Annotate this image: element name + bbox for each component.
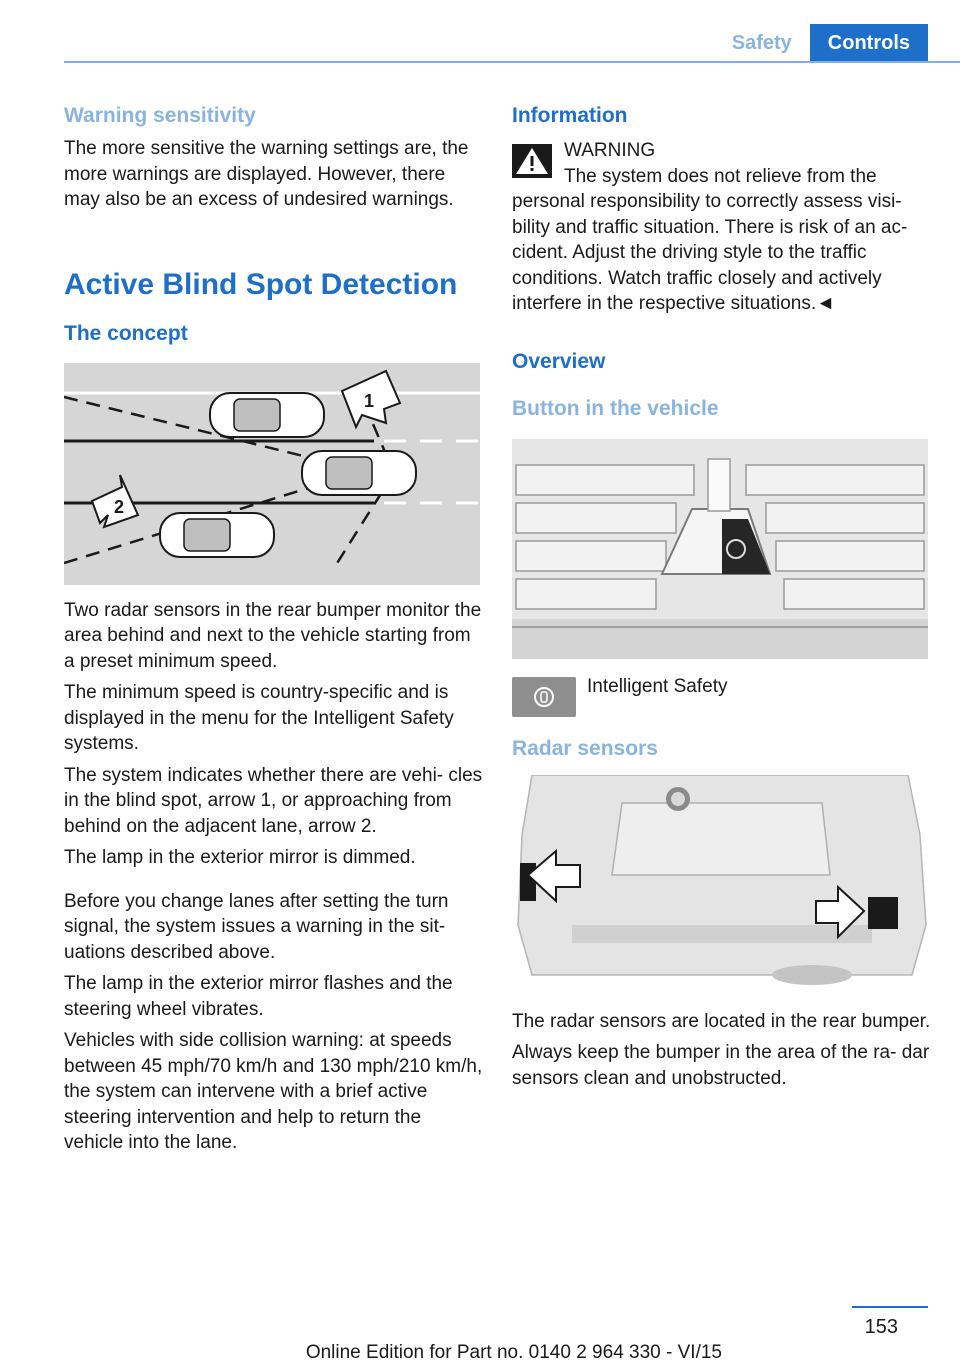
arrow-1-label: 1 bbox=[364, 390, 375, 411]
warning-block bbox=[512, 138, 932, 317]
left-column bbox=[64, 100, 484, 1156]
intelligent-safety-button-icon bbox=[512, 677, 576, 717]
edition-note: Online Edition for Part no. 0140 2 964 330 - VI/15 bbox=[305, 1342, 722, 1363]
tab-safety[interactable]: Safety bbox=[731, 32, 792, 54]
intelligent-safety-label: Intelligent Safety bbox=[587, 675, 728, 697]
car-bottom bbox=[160, 513, 274, 557]
page-number: 153 bbox=[864, 1316, 898, 1338]
concept-paragraph-4: The lamp in the exterior mirror is dimmed. bbox=[64, 847, 416, 868]
concept-paragraph-3: The system indicates whether there are vehi‐ cles in the blind spot, arrow 1, or approaching from behind on the adjacent lane, arrow 2. bbox=[64, 764, 483, 837]
page-title: Active Blind Spot Detection bbox=[64, 267, 458, 301]
button-photo bbox=[512, 439, 928, 659]
button-heading: Button in the vehicle bbox=[512, 396, 719, 420]
information-heading: Information bbox=[512, 104, 628, 127]
warning-sensitivity-text: The more sensitive the warning settings are, the more warnings are displayed. However, there may also be an excess of undesired warnings. bbox=[64, 138, 469, 210]
concept-paragraph-5: Before you change lanes after setting the turn signal, the system issues a warning in the sit‐ uations described above. bbox=[64, 890, 449, 963]
footer-rule bbox=[852, 1306, 928, 1308]
concept-paragraph-2: The minimum speed is country-specific and is displayed in the menu for the Intelligent Safety systems. bbox=[64, 682, 454, 754]
car-middle bbox=[302, 451, 416, 495]
radar-sensors-photo bbox=[512, 775, 928, 997]
warning-text-first-line: The system does not relieve from the bbox=[564, 165, 877, 187]
warning-sensitivity-heading: Warning sensitivity bbox=[64, 104, 256, 127]
radar-sensors-heading: Radar sensors bbox=[512, 736, 658, 760]
concept-paragraph-6: The lamp in the exterior mirror flashes and the steering wheel vibrates. bbox=[64, 973, 453, 1020]
car-top bbox=[210, 393, 324, 437]
right-column bbox=[512, 100, 932, 1091]
blind-spot-diagram bbox=[64, 363, 480, 585]
button-legend bbox=[512, 677, 932, 717]
warning-label: WARNING bbox=[564, 140, 656, 161]
blind-spot-diagram-svg bbox=[64, 363, 480, 585]
intelligent-safety-symbol-icon bbox=[533, 686, 555, 708]
arrow-2-label: 2 bbox=[114, 496, 125, 517]
concept-heading: The concept bbox=[64, 321, 188, 345]
tab-controls[interactable]: Controls bbox=[810, 24, 928, 62]
warning-triangle-icon bbox=[512, 144, 552, 178]
button-photo-svg bbox=[512, 439, 928, 659]
header-tabs bbox=[714, 24, 928, 62]
overview-heading: Overview bbox=[512, 349, 606, 373]
concept-paragraph-7: Vehicles with side collision warning: at speeds between 45 mph/70 km/h and 130 mph/210 km/h, the system can intervene with a brief active steering intervention and help to return the vehicle into the lane. bbox=[64, 1030, 483, 1153]
radar-paragraph-2: Always keep the bumper in the area of the ra‐ dar sensors clean and unobstructed. bbox=[512, 1042, 930, 1089]
header-rule bbox=[64, 61, 960, 63]
radar-sensors-photo-svg bbox=[512, 775, 928, 997]
radar-paragraph-1: The radar sensors are located in the rear bumper. bbox=[512, 1010, 931, 1032]
warning-text: personal responsibility to correctly assess visi‐ bility and traffic situation. There is risk of an ac‐ cident. Adjust the driving style to the traffic conditions. Watch traffic closely and actively interfere in the respective situations.◄ bbox=[512, 191, 908, 314]
concept-paragraph-1: Two radar sensors in the rear bumper monitor the area behind and next to the vehicle starting from a preset minimum speed. bbox=[64, 599, 482, 672]
